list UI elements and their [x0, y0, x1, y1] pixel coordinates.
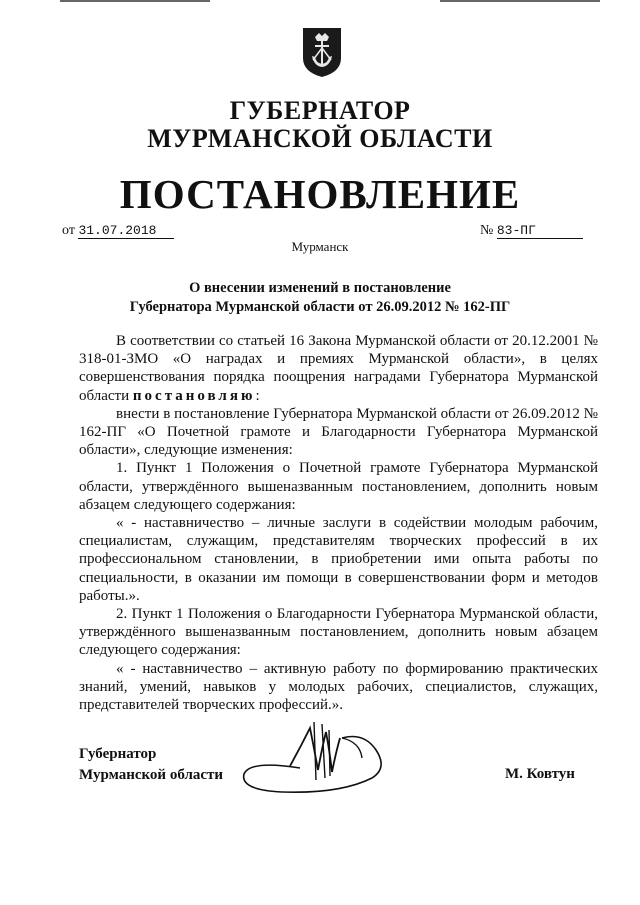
document-subject: [0, 279, 640, 317]
region-title: МУРМАНСКОЙ ОБЛАСТИ: [147, 124, 493, 153]
document-body: [79, 332, 598, 714]
paragraph-amendment-intro: внести в постановление Губернатора Мурманской области от 26.09.2012 № 162-ПГ «О Почетной грамоте и Благодарности Губернатора Мурманской области», следующие изменения:: [79, 405, 598, 459]
paragraph-item-2: 2. Пункт 1 Положения о Благодарности Губернатора Мурманской области, утверждённого вышеназванным постановлением, дополнить новым абзацем следующего содержания:: [79, 606, 598, 659]
city: Мурманск: [291, 239, 349, 254]
subject-line-2: Губернатора Мурманской области от 26.09.2012 № 162-ПГ: [129, 299, 511, 315]
signatory-position-line-2: Мурманской области: [79, 767, 224, 783]
number-line: [480, 223, 583, 239]
signatory-position-line-1: Губернатор: [79, 746, 157, 762]
date-line: [62, 223, 174, 239]
top-rule-left: [60, 0, 210, 2]
signatory-name: М. Ковтун: [505, 766, 575, 782]
governor-title: ГУБЕРНАТОР: [229, 96, 411, 125]
paragraph-item-1: 1. Пункт 1 Положения о Почетной грамоте Губернатора Мурманской области, утверждённого вышеназванным постановлением, дополнить новым абзацем следующего содержания:: [79, 460, 598, 513]
date-prefix: от: [62, 223, 75, 238]
date-value: 31.07.2018: [78, 223, 174, 239]
subject-line-1: О внесении изменений в постановление: [189, 280, 451, 296]
handwritten-signature: [230, 708, 390, 808]
decree-word: постановляю: [132, 387, 256, 404]
paragraph-preamble: В соответствии со статьей 16 Закона Мурманской области от 20.12.2001 № 318-01-ЗМО «О наградах и премиях Мурманской области», в целях совершенствования порядка поощрения наградами Губернатора Мурманской области постановляю:: [79, 333, 598, 404]
top-rule-right: [440, 0, 600, 2]
number-prefix: №: [480, 223, 494, 238]
coat-of-arms-icon: [301, 26, 343, 78]
paragraph-item-1-text: « - наставничество – личные заслуги в содействии молодым рабочим, специалистам, служащим, представителям творческих профессий в их профессиональном становлении, в приобретении ими опыта работы по специальности, в оказании им помощи в совершенствовании форм и методов работы.».: [79, 515, 598, 604]
paragraph-item-2-text: « - наставничество – активную работу по формированию практических знаний, умений, навыков у молодых рабочих, специалистов, служащих, представителей творческих профессий.».: [79, 660, 598, 714]
signatory-position: [79, 744, 223, 786]
document-type-title: ПОСТАНОВЛЕНИЕ: [119, 171, 521, 217]
number-value: 83-ПГ: [497, 223, 583, 239]
